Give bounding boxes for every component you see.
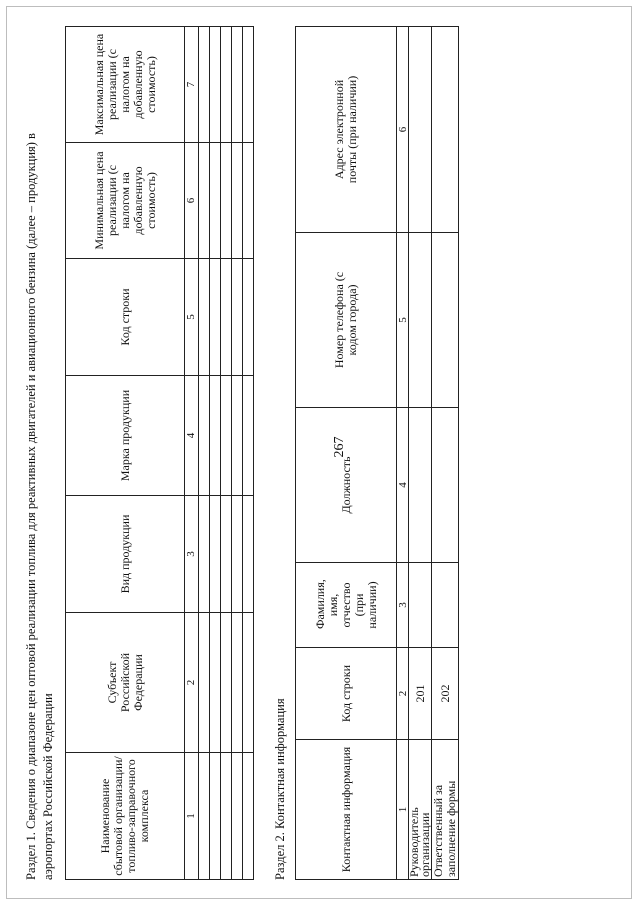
table-header-row (296, 27, 397, 880)
column-number: 1 (397, 740, 409, 880)
header-cell: Минимальная цена реализации (с налогом на добавленную стоимость) (66, 143, 185, 259)
table-row (409, 27, 432, 880)
header-cell: Код строки (66, 259, 185, 376)
section2-title: Раздел 2. Контактная информация (273, 698, 287, 880)
column-number: 3 (185, 496, 199, 613)
section1-title-line-2: аэропортах Российской Федерации (41, 693, 55, 880)
column-number: 5 (185, 259, 199, 376)
table-row (232, 27, 243, 880)
landscape-content (15, 15, 458, 885)
table-row (221, 27, 232, 880)
row-label: Ответственный за заполнение формы (432, 740, 459, 880)
header-cell: Контактная информация (296, 740, 397, 880)
header-cell: Фамилия, имя, отчество (при наличии) (296, 563, 397, 648)
table-row (199, 27, 210, 880)
column-number-row (185, 27, 199, 880)
column-number: 3 (397, 563, 409, 648)
header-cell: Марка продукции (66, 376, 185, 496)
column-number: 6 (185, 143, 199, 259)
column-number: 5 (397, 233, 409, 408)
table-row (210, 27, 221, 880)
header-cell: Адрес электронной почты (при наличии) (296, 27, 397, 233)
page-number: 267 (332, 436, 347, 458)
header-cell: Наименование сбытовой организации/топливо-заправочного комплекса (66, 753, 185, 880)
table-row (243, 27, 254, 880)
header-cell: Субъект Российской Федерации (66, 613, 185, 753)
table-header-row (66, 27, 185, 880)
column-number: 1 (185, 753, 199, 880)
header-cell: Вид продукции (66, 496, 185, 613)
column-number-row (397, 27, 409, 880)
section1-title-line-1: Раздел 1. Сведения о диапазоне цен оптовой реализации топлива для реактивных двигателей и авиационного бензина (далее – продукция) в (24, 133, 38, 880)
header-cell: Максимальная цена реализации (с налогом на добавленную стоимость) (66, 27, 185, 143)
row-code: 202 (432, 648, 459, 740)
section1-title (23, 25, 57, 880)
table-row (432, 27, 459, 880)
header-cell: Должность (296, 408, 397, 563)
price-range-table (65, 26, 254, 880)
column-number: 2 (397, 648, 409, 740)
row-label: Руководитель организации (409, 740, 432, 880)
row-code: 201 (409, 648, 432, 740)
column-number: 4 (397, 408, 409, 563)
header-cell: Код строки (296, 648, 397, 740)
column-number: 4 (185, 376, 199, 496)
column-number: 7 (185, 27, 199, 143)
header-cell: Номер телефона (с кодом города) (296, 233, 397, 408)
column-number: 2 (185, 613, 199, 753)
contact-info-table (295, 26, 459, 880)
column-number: 6 (397, 27, 409, 233)
